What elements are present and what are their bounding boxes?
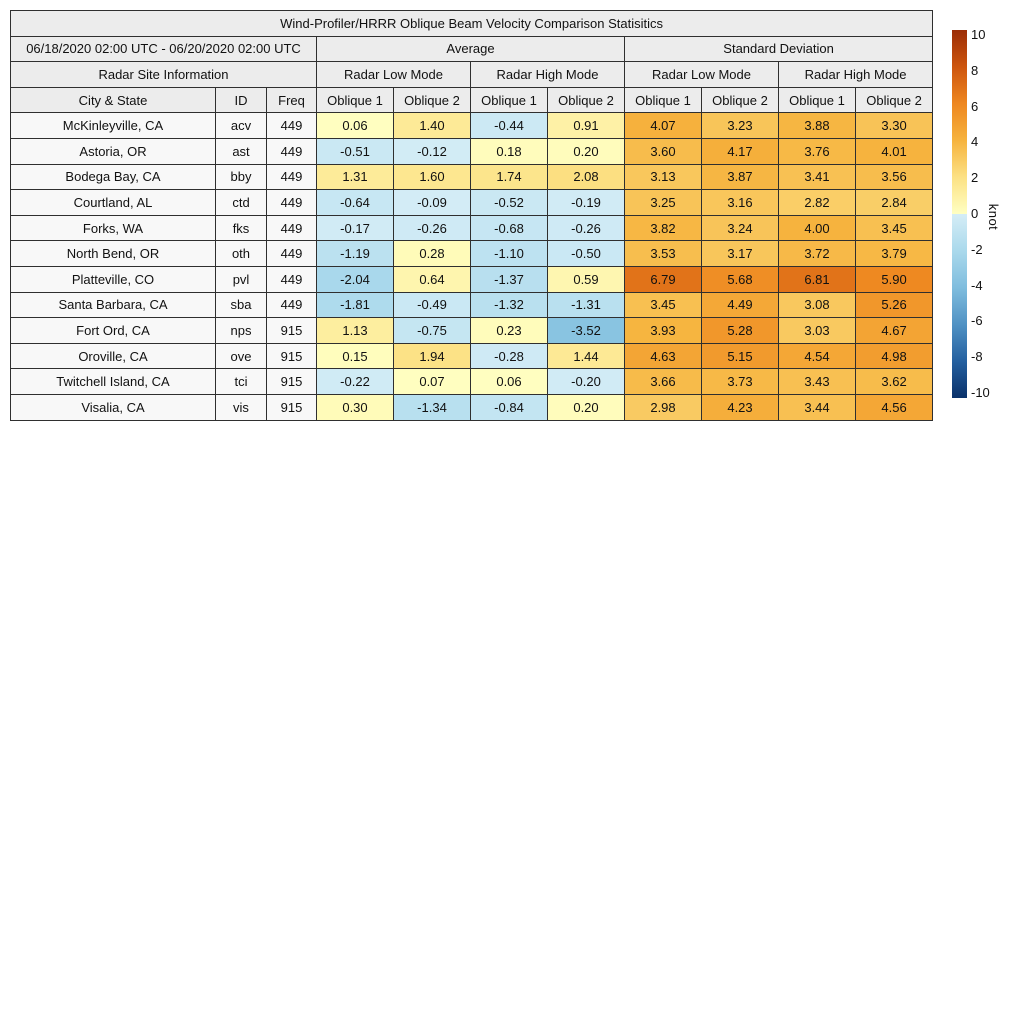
value-cell: 3.44 [779, 394, 856, 420]
value-cell: 2.82 [779, 190, 856, 216]
value-cell: 3.13 [625, 164, 702, 190]
value-cell: 1.44 [548, 343, 625, 369]
value-cell: -0.28 [471, 343, 548, 369]
value-cell: 5.28 [702, 318, 779, 344]
freq-cell: 915 [267, 369, 317, 395]
value-cell: 2.84 [856, 190, 933, 216]
value-cell: 0.28 [394, 241, 471, 267]
value-cell: 3.56 [856, 164, 933, 190]
value-cell: 3.25 [625, 190, 702, 216]
value-cell: 3.43 [779, 369, 856, 395]
city-cell: North Bend, OR [11, 241, 216, 267]
city-cell: Twitchell Island, CA [11, 369, 216, 395]
value-cell: 4.49 [702, 292, 779, 318]
value-cell: 5.90 [856, 266, 933, 292]
col-oblique2-header: Oblique 2 [856, 87, 933, 113]
value-cell: 6.79 [625, 266, 702, 292]
freq-cell: 449 [267, 138, 317, 164]
colorbar-gradient [952, 30, 967, 398]
value-cell: -0.26 [394, 215, 471, 241]
value-cell: -0.44 [471, 113, 548, 139]
value-cell: -0.09 [394, 190, 471, 216]
value-cell: 4.23 [702, 394, 779, 420]
site-id-cell: ctd [216, 190, 267, 216]
colorbar-tick-label: -2 [971, 241, 983, 257]
value-cell: 4.07 [625, 113, 702, 139]
std-low-mode-header: Radar Low Mode [625, 62, 779, 88]
std-high-mode-header: Radar High Mode [779, 62, 933, 88]
value-cell: 5.15 [702, 343, 779, 369]
value-cell: 0.18 [471, 138, 548, 164]
site-id-cell: vis [216, 394, 267, 420]
value-cell: 3.79 [856, 241, 933, 267]
value-cell: 3.73 [702, 369, 779, 395]
value-cell: 0.30 [317, 394, 394, 420]
site-id-cell: bby [216, 164, 267, 190]
value-cell: 4.56 [856, 394, 933, 420]
value-cell: 3.93 [625, 318, 702, 344]
value-cell: 0.20 [548, 138, 625, 164]
colorbar-tick-label: 8 [971, 62, 979, 78]
value-cell: 3.45 [856, 215, 933, 241]
value-cell: 0.06 [471, 369, 548, 395]
colorbar-tick-label: 10 [971, 27, 986, 42]
city-cell: Forks, WA [11, 215, 216, 241]
city-cell: Astoria, OR [11, 138, 216, 164]
table-title: Wind-Profiler/HRRR Oblique Beam Velocity Comparison Statisitics [11, 11, 933, 37]
table-row [11, 343, 933, 369]
freq-cell: 449 [267, 266, 317, 292]
value-cell: 0.23 [471, 318, 548, 344]
colorbar-tick-label: -6 [971, 313, 983, 329]
value-cell: -0.52 [471, 190, 548, 216]
colorbar-tick-label: 4 [971, 134, 979, 150]
site-id-cell: acv [216, 113, 267, 139]
value-cell: 3.62 [856, 369, 933, 395]
value-cell: 0.20 [548, 394, 625, 420]
value-cell: -0.64 [317, 190, 394, 216]
freq-cell: 449 [267, 215, 317, 241]
value-cell: 3.41 [779, 164, 856, 190]
value-cell: 4.67 [856, 318, 933, 344]
colorbar-tick-label: -8 [971, 349, 983, 365]
avg-low-mode-header: Radar Low Mode [317, 62, 471, 88]
table-row [11, 292, 933, 318]
group-std-header: Standard Deviation [625, 36, 933, 62]
table-row [11, 266, 933, 292]
value-cell: -0.51 [317, 138, 394, 164]
city-cell: Santa Barbara, CA [11, 292, 216, 318]
table-row [11, 215, 933, 241]
value-cell: -1.19 [317, 241, 394, 267]
group-header-row [11, 36, 933, 62]
value-cell: 3.08 [779, 292, 856, 318]
value-cell: 3.72 [779, 241, 856, 267]
value-cell: 4.00 [779, 215, 856, 241]
colorbar-tick-label: -4 [971, 277, 983, 293]
site-id-cell: oth [216, 241, 267, 267]
value-cell: -0.84 [471, 394, 548, 420]
colorbar-tick-label: 6 [971, 98, 979, 114]
freq-cell: 449 [267, 164, 317, 190]
value-cell: 0.91 [548, 113, 625, 139]
value-cell: -1.37 [471, 266, 548, 292]
value-cell: 4.01 [856, 138, 933, 164]
value-cell: 1.13 [317, 318, 394, 344]
table-row [11, 318, 933, 344]
freq-cell: 449 [267, 241, 317, 267]
value-cell: -3.52 [548, 318, 625, 344]
value-cell: -1.81 [317, 292, 394, 318]
value-cell: 3.45 [625, 292, 702, 318]
col-oblique1-header: Oblique 1 [779, 87, 856, 113]
value-cell: -0.49 [394, 292, 471, 318]
value-cell: -1.10 [471, 241, 548, 267]
value-cell: 3.66 [625, 369, 702, 395]
freq-cell: 915 [267, 394, 317, 420]
site-id-cell: tci [216, 369, 267, 395]
value-cell: 4.17 [702, 138, 779, 164]
city-cell: Platteville, CO [11, 266, 216, 292]
colorbar-tick-label: 2 [971, 170, 979, 186]
city-cell: Oroville, CA [11, 343, 216, 369]
title-row [11, 11, 933, 37]
value-cell: 3.24 [702, 215, 779, 241]
value-cell: -0.75 [394, 318, 471, 344]
value-cell: 3.16 [702, 190, 779, 216]
group-average-header: Average [317, 36, 625, 62]
stats-table [10, 10, 933, 421]
value-cell: 6.81 [779, 266, 856, 292]
table-row [11, 394, 933, 420]
col-id-header: ID [216, 87, 267, 113]
value-cell: 0.07 [394, 369, 471, 395]
site-id-cell: ast [216, 138, 267, 164]
site-info-header: Radar Site Information [11, 62, 317, 88]
col-oblique1-header: Oblique 1 [471, 87, 548, 113]
value-cell: 3.30 [856, 113, 933, 139]
value-cell: 1.40 [394, 113, 471, 139]
city-cell: Bodega Bay, CA [11, 164, 216, 190]
value-cell: -0.19 [548, 190, 625, 216]
value-cell: -0.17 [317, 215, 394, 241]
site-id-cell: nps [216, 318, 267, 344]
colorbar-tick-label: -10 [971, 385, 990, 400]
table-row [11, 164, 933, 190]
value-cell: -0.26 [548, 215, 625, 241]
site-id-cell: fks [216, 215, 267, 241]
date-range: 06/18/2020 02:00 UTC - 06/20/2020 02:00 UTC [11, 36, 317, 62]
site-id-cell: sba [216, 292, 267, 318]
value-cell: 3.88 [779, 113, 856, 139]
value-cell: 0.06 [317, 113, 394, 139]
value-cell: 0.64 [394, 266, 471, 292]
value-cell: 1.74 [471, 164, 548, 190]
col-oblique1-header: Oblique 1 [625, 87, 702, 113]
value-cell: 3.53 [625, 241, 702, 267]
table-row [11, 241, 933, 267]
value-cell: 5.26 [856, 292, 933, 318]
value-cell: 1.94 [394, 343, 471, 369]
table-data-body [11, 113, 933, 420]
value-cell: 0.59 [548, 266, 625, 292]
col-oblique1-header: Oblique 1 [317, 87, 394, 113]
col-oblique2-header: Oblique 2 [394, 87, 471, 113]
value-cell: -0.12 [394, 138, 471, 164]
value-cell: 3.17 [702, 241, 779, 267]
site-id-cell: ove [216, 343, 267, 369]
freq-cell: 915 [267, 343, 317, 369]
value-cell: -1.31 [548, 292, 625, 318]
city-cell: Courtland, AL [11, 190, 216, 216]
site-id-cell: pvl [216, 266, 267, 292]
value-cell: -1.32 [471, 292, 548, 318]
value-cell: -0.20 [548, 369, 625, 395]
colorbar-unit-label: knot [986, 203, 1001, 231]
table-row [11, 190, 933, 216]
value-cell: 2.08 [548, 164, 625, 190]
value-cell: 2.98 [625, 394, 702, 420]
col-city-header: City & State [11, 87, 216, 113]
value-cell: 0.15 [317, 343, 394, 369]
freq-cell: 449 [267, 190, 317, 216]
value-cell: 1.31 [317, 164, 394, 190]
value-cell: 4.54 [779, 343, 856, 369]
freq-cell: 449 [267, 292, 317, 318]
mode-header-row [11, 62, 933, 88]
value-cell: 3.82 [625, 215, 702, 241]
table-row [11, 138, 933, 164]
value-cell: 4.98 [856, 343, 933, 369]
table-row [11, 113, 933, 139]
value-cell: 3.23 [702, 113, 779, 139]
value-cell: -1.34 [394, 394, 471, 420]
avg-high-mode-header: Radar High Mode [471, 62, 625, 88]
table-row [11, 369, 933, 395]
city-cell: Fort Ord, CA [11, 318, 216, 344]
value-cell: 4.63 [625, 343, 702, 369]
value-cell: 3.03 [779, 318, 856, 344]
city-cell: Visalia, CA [11, 394, 216, 420]
freq-cell: 915 [267, 318, 317, 344]
value-cell: -0.68 [471, 215, 548, 241]
value-cell: 1.60 [394, 164, 471, 190]
freq-cell: 449 [267, 113, 317, 139]
colorbar-tick-label: 0 [971, 206, 979, 221]
value-cell: 3.76 [779, 138, 856, 164]
value-cell: -2.04 [317, 266, 394, 292]
value-cell: 3.87 [702, 164, 779, 190]
value-cell: 5.68 [702, 266, 779, 292]
column-header-row [11, 87, 933, 113]
col-oblique2-header: Oblique 2 [548, 87, 625, 113]
city-cell: McKinleyville, CA [11, 113, 216, 139]
col-oblique2-header: Oblique 2 [702, 87, 779, 113]
col-freq-header: Freq [267, 87, 317, 113]
value-cell: -0.22 [317, 369, 394, 395]
value-cell: -0.50 [548, 241, 625, 267]
value-cell: 3.60 [625, 138, 702, 164]
